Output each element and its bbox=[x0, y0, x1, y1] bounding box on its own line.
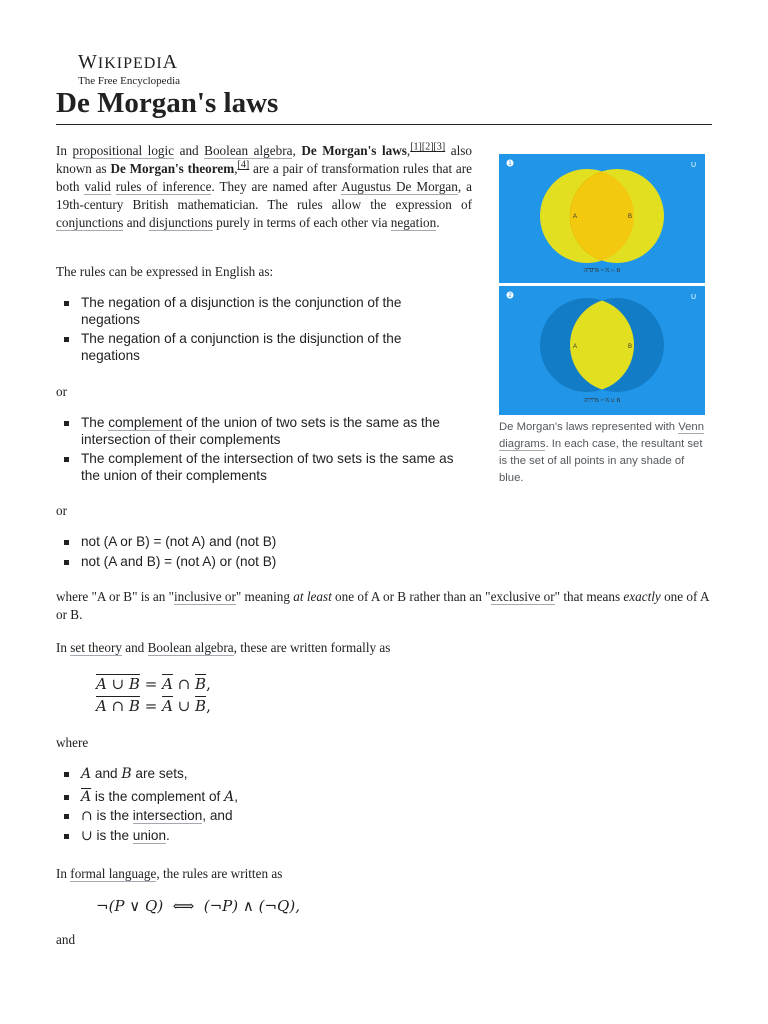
universe-label: U bbox=[691, 162, 697, 169]
list-definitions bbox=[56, 766, 456, 847]
wikipedia-logo[interactable] bbox=[78, 52, 180, 87]
list-item: ∩ is the intersection, and bbox=[56, 808, 456, 825]
universe-label: U bbox=[691, 294, 697, 301]
link-venn-diagrams[interactable]: Venn diagrams bbox=[499, 421, 704, 450]
link-union[interactable]: union bbox=[132, 827, 167, 843]
venn-panel-1 bbox=[499, 154, 705, 283]
link-conjunctions[interactable]: conjunctions bbox=[56, 215, 124, 230]
ref-1-2-3[interactable]: [1][2][3] bbox=[410, 141, 446, 153]
logo-tagline: The Free Encyclopedia bbox=[78, 75, 181, 87]
label-a: A bbox=[573, 214, 578, 220]
link-valid[interactable]: valid bbox=[84, 179, 111, 194]
label-a: A bbox=[573, 344, 578, 350]
link-intersection[interactable]: intersection bbox=[132, 808, 203, 823]
panel-equation: A ∪ B = A ∩ B bbox=[583, 268, 621, 274]
link-disjunctions[interactable]: disjunctions bbox=[149, 215, 213, 230]
page-title: De Morgan's laws bbox=[56, 84, 712, 125]
link-boolean-algebra[interactable]: Boolean algebra bbox=[204, 143, 293, 158]
or-text-1: or bbox=[56, 384, 67, 399]
link-inclusive-or[interactable]: inclusive or bbox=[173, 589, 236, 604]
link-rules-of-inference[interactable]: rules of inference bbox=[115, 179, 212, 194]
list-english-rules bbox=[56, 295, 456, 367]
list-item: The negation of a conjunction is the disjunction of the negations bbox=[56, 331, 456, 364]
panel-equation: A ∩ B = A ∪ B bbox=[583, 398, 621, 404]
link-set-theory[interactable]: set theory bbox=[70, 640, 122, 655]
list-item: A and B are sets, bbox=[56, 766, 456, 783]
and-text: and bbox=[56, 932, 76, 947]
or-text-2: or bbox=[56, 503, 67, 518]
panel-number: 2 bbox=[508, 293, 512, 299]
where-paragraph: where "A or B" is an "inclusive or" meaning at least one of A or B rather than an "exclusive or" that means exactly one of A or B. bbox=[56, 589, 709, 622]
panel-number: 1 bbox=[508, 161, 512, 167]
set-theory-paragraph: In set theory and Boolean algebra, these are written formally as bbox=[56, 640, 391, 655]
label-b: B bbox=[628, 344, 633, 350]
venn-diagram-intersection-complement bbox=[499, 286, 705, 415]
formula-line-1: A ∪ $B = \overline{A}$ ∩ $\overline{B}$, bbox=[96, 675, 211, 693]
intro-paragraph: In propositional logic and Boolean algebra, De Morgan's laws,[1][2][3] also known as De Morgan's theorem,[4] are a pair of transformation rules that are both valid rules of inference. They are named after Augustus De Morgan, a 19th-century British mathematician. The rules allow the expression of conjunctions and disjunctions purely in terms of each other via negation. bbox=[56, 141, 473, 230]
link-propositional-logic[interactable]: propositional logic bbox=[72, 143, 175, 158]
link-augustus-de-morgan[interactable]: Augustus De Morgan bbox=[341, 179, 458, 194]
formula-logic-law: ¬(P ∨ Q) ⟺ (¬P) ∧ (¬Q), bbox=[96, 897, 300, 915]
figure-caption: De Morgan's laws represented with Venn diagrams. In each case, the resultant set is the set of all points in any shade of blue. bbox=[499, 421, 704, 484]
link-boolean-algebra-2[interactable]: Boolean algebra bbox=[147, 640, 234, 655]
list-item: ∪ is the union. bbox=[56, 828, 456, 845]
formal-language-paragraph: In formal language, the rules are written as bbox=[56, 866, 283, 881]
venn-panel-2 bbox=[499, 286, 705, 415]
rules-english-text: The rules can be expressed in English as: bbox=[56, 264, 274, 279]
formula-set-laws bbox=[96, 673, 211, 717]
list-item: The negation of a disjunction is the conjunction of the negations bbox=[56, 295, 456, 328]
link-exclusive-or[interactable]: exclusive or bbox=[490, 589, 555, 604]
list-item: not (A and B) = (not A) or (not B) bbox=[56, 554, 456, 571]
link-formal-language[interactable]: formal language bbox=[70, 866, 157, 881]
ref-4[interactable]: [4] bbox=[237, 159, 250, 171]
list-set-rules bbox=[56, 415, 466, 487]
list-item: $\overline{A}$ is the complement of A, bbox=[56, 789, 456, 806]
venn-diagram-union-complement bbox=[499, 154, 705, 283]
list-item: The complement of the intersection of two sets is the same as the union of their complements bbox=[56, 451, 466, 484]
where-text: where bbox=[56, 735, 89, 750]
formula-line-2: A ∩ $B = \overline{A}$ ∪ $\overline{B}$, bbox=[96, 697, 211, 715]
label-b: B bbox=[628, 214, 633, 220]
link-negation[interactable]: negation bbox=[390, 215, 437, 230]
logo-wordmark: WIKIPEDIA bbox=[78, 51, 179, 73]
list-not-rules bbox=[56, 534, 456, 573]
link-complement[interactable]: complement bbox=[108, 415, 183, 430]
venn-figure[interactable] bbox=[499, 154, 705, 418]
list-item: not (A or B) = (not A) and (not B) bbox=[56, 534, 456, 551]
list-item: The complement of the union of two sets is the same as the intersection of their complements bbox=[56, 415, 466, 448]
